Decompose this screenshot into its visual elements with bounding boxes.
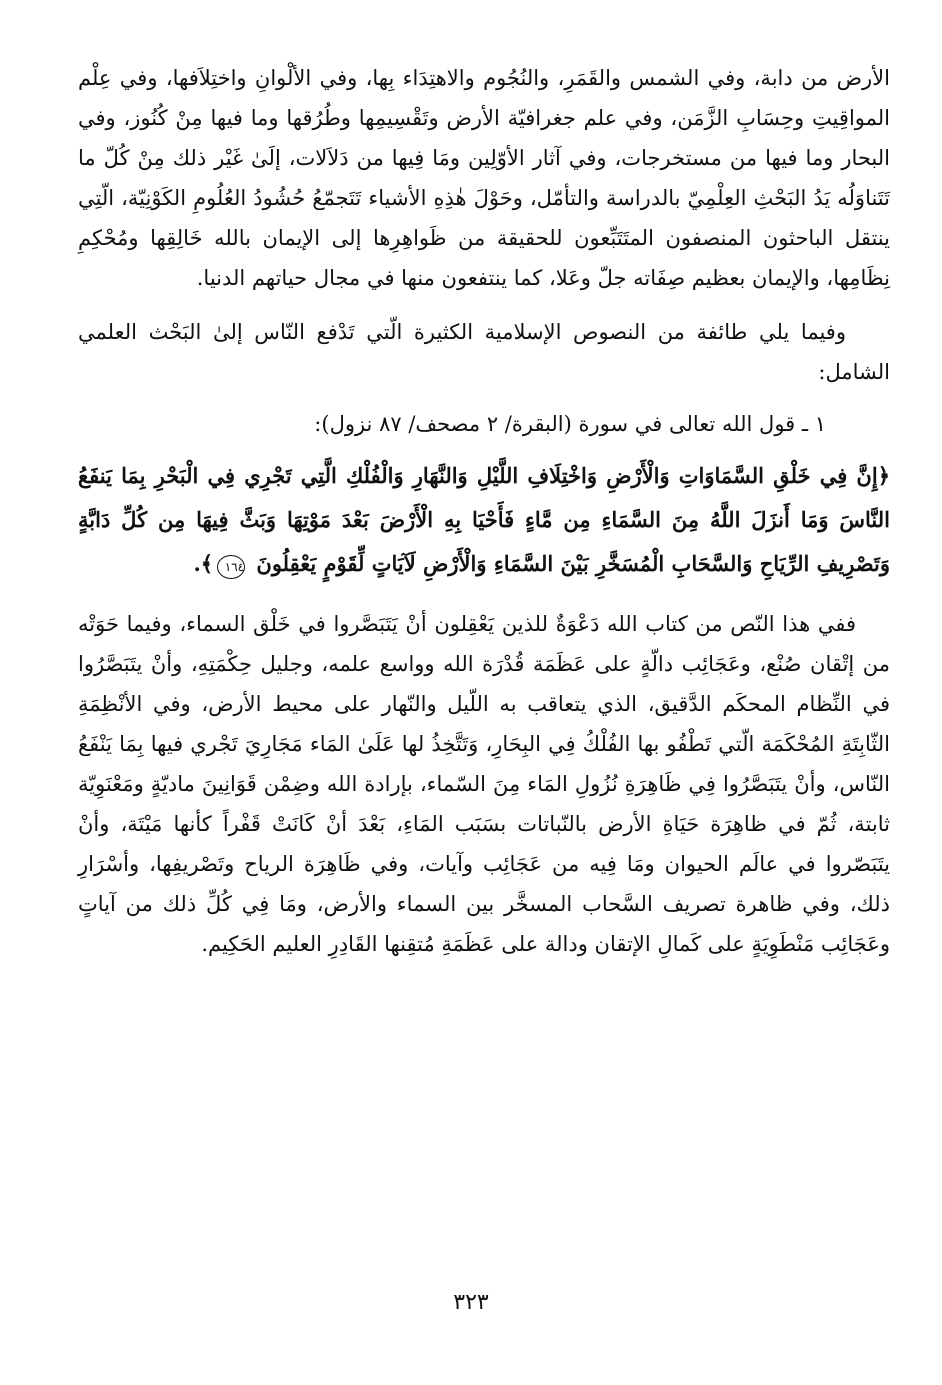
paragraph-intro: الأرض من دابة، وفي الشمس والقَمَرِ، والنُجُوم والاهتِدَاء بِها، وفي الألْوانِ واختِلاَفها، وفي عِلْم المواقِيتِ وحِسَابِ الزَّمَن، وفي علم جغرافيّة الأرض وتَقْسِيمِها وطُرُقها وما فيها مِنْ كُنُوز، وفي البحار وما فيها من مستخرجات، وفي آثار الأوّلِين ومَا فِيها من دَلاَلات، إلَىٰ غَيْر ذلك مِنْ كُلّ ما تَتَناوَلُه يَدُ البَحْثِ العِلْمِيّ بالدراسة والتأمّل، وحَوْلَ هٰذِهِ الأشياء تَتَجمّعُ حُشُودُ العُلُومِ الكَوْنِيّة، الّتِي ينتقل الباحثون المنصفون المتَتَبِّعون للحقيقة من ظَواهِرِها إلى الإيمان بالله خَالِقِها ومُحْكِمِ نِظَامِها، والإيمان بعظيم صِفَاته جلّ وعَلا، كما ينتفعون منها في مجال حياتهم الدنيا. <box>78 66 890 290</box>
paragraph-commentary: ففي هذا النّص من كتاب الله دَعْوَةٌ للذين يَعْقِلون أنْ يَتَبَصَّروا في خَلْق السماء، وفيما حَوَتْه من إتْقان صُنْع، وعَجَائِب دالّةٍ على عَظَمَة قُدْرَة الله وواسع علمه، وجليل حِكْمَتِهِ، وأنْ يتَبَصَّرُوا في النِّظام المحكَم الدَّقيق، الذي يتعاقب به اللّيل والنّهار على محيط الأرض، وفي الأنْظِمَةِ الثّابِتَةِ المُحْكَمَة الّتي تَطْفُو بها الفُلْكُ فِي البِحَارِ، وَتَتَّخِذُ لها عَلَىٰ المَاء مَجَارِيَ تَجْري فيها بِمَا يَنْفَعُ النّاس، وأنْ يتَبَصَّرُوا فِي ظَاهِرَةِ نُزُولِ المَاء مِنَ السّماء، بإرادة الله وضِمْن قَوَانِينَ ماديّةٍ ومَعْنَوِيّة ثابتة، ثُمّ في ظاهِرَة حَيَاةِ الأرض بالنّباتات بسَبَب المَاءِ، بَعْدَ أنْ كَانَتْ قَفْراً كأنها مَيْتَة، وأنْ يتَبَصّروا في عالَم الحيوان ومَا فِيه من عَجَائِب وآيات، وفي ظَاهِرَة الرياح وتَصْريفِها، وأسْرَارِ ذلك، وفي ظاهرة تصريف السَّحاب المسخَّر بين السماء والأرض، ومَا فِي كُلِّ ذلك من آياتٍ وعَجَائِب مَنْطَوِيَةٍ على كَمالِ الإتقان ودالة على عَظَمَةِ مُتقِنها القَادِرِ العليم الحَكِيم. <box>78 612 890 956</box>
quran-verse-text: إِنَّ فِي خَلْقِ السَّمَاوَاتِ وَالْأَرْضِ وَاخْتِلَافِ اللَّيْلِ وَالنَّهَارِ وَالْفُلْكِ الَّتِي تَجْرِي فِي الْبَحْرِ بِمَا يَنفَعُ النَّاسَ وَمَا أَنزَلَ اللَّهُ مِنَ السَّمَاءِ مِن مَّاءٍ فَأَحْيَا بِهِ الْأَرْضَ بَعْدَ مَوْتِهَا وَبَثَّ فِيهَا مِن كُلِّ دَابَّةٍ وَتَصْرِيفِ الرِّيَاحِ وَالسَّحَابِ الْمُسَخَّرِ بَيْنَ السَّمَاءِ وَالْأَرْضِ لَآيَاتٍ لِّقَوْمٍ يَعْقِلُونَ <box>78 463 890 576</box>
paragraph-citation: ١ ـ قول الله تعالى في سورة (البقرة/ ٢ مصحف/ ٨٧ نزول): <box>314 412 826 436</box>
verse-close-bracket: ﴾. <box>193 551 214 576</box>
ayah-number-marker: ١٦٤ <box>217 555 245 579</box>
quran-verse-block <box>78 454 890 586</box>
page-body <box>78 58 890 964</box>
paragraph-lead-in: وفيما يلي طائفة من النصوص الإسلامية الكثيرة الّتي تَدْفع النّاس إلىٰ البَحْث العلمي الشامل: <box>78 320 890 384</box>
page-number: ٣٢٣ <box>453 1290 489 1315</box>
verse-open-bracket: ﴿ <box>877 463 891 488</box>
